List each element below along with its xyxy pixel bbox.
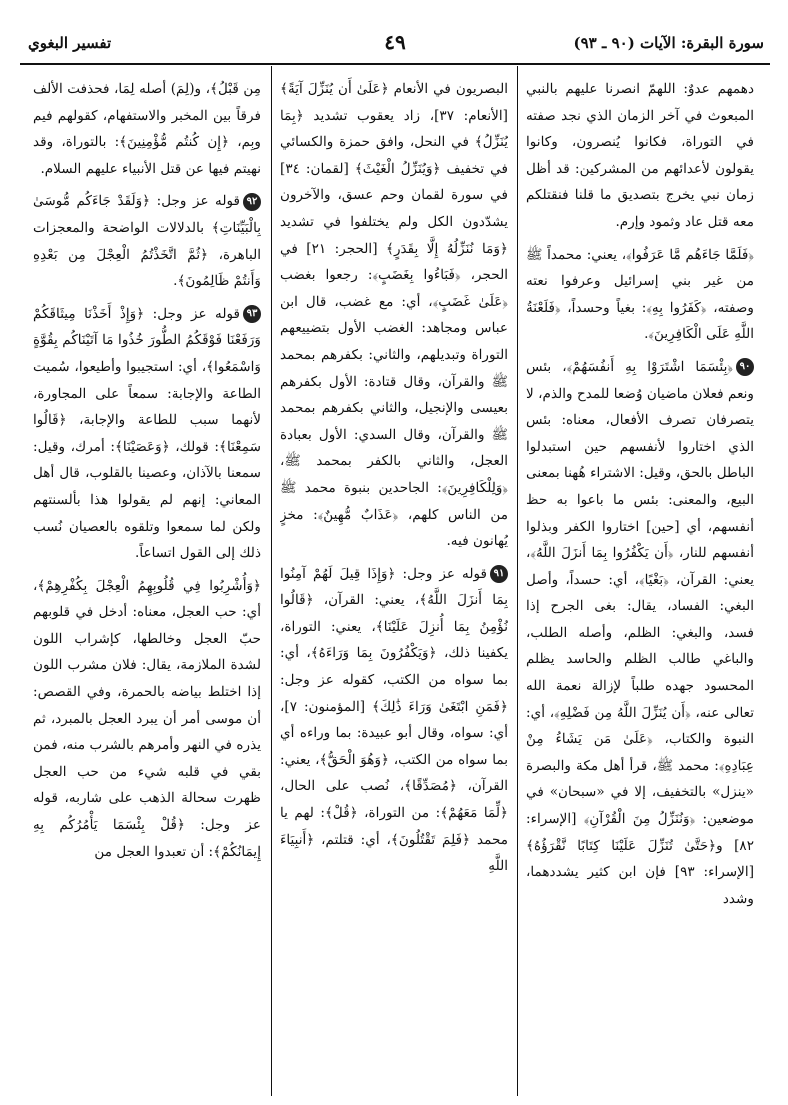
- paragraph-text: دهمهم عدوٌ: اللهمّ انصرنا عليهم بالنبي المبعوث في آخر الزمان الذي نجد صفته في التوراة، فكانوا يُنصرون، وكانوا يقولون لأعدائهم من المشركين: قد أظل زمان نبي يخرج بتصديق ما قلنا فنقتلكم معه قتل عاد وثمود وإرم.: [526, 81, 754, 230]
- paragraph-text: ﴿وَأُشْرِبُوا فِي قُلُوبِهِمُ الْعِجْلَ بِكُفْرِهِمْ﴾، أي: حب العجل، معناه: أدخل في قلوبهم حبّ العجل وخالطها، كإشراب اللون لشدة الملازمة، يقال: فلان مشرب اللون إذا اختلط بياضه بالحمرة، وفي القصص: أن موسى أمر أن يبرد العجل بالمبرد، ثم يذره في النهر وأمرهم بالشرب منه، فمن بقي في قلبه شيء من حب العجل ظهرت سحالة الذهب على شاربه، قوله عز وجل: ﴿قُلْ بِئْسَمَا يَأْمُرُكُم بِهِ إِيمَانُكُمْ﴾: أن تعبدوا العجل من: [33, 577, 261, 860]
- paragraph: [280, 561, 508, 880]
- paragraph: [33, 188, 261, 294]
- text-column-middle: [280, 76, 508, 1094]
- paragraph: [33, 76, 261, 182]
- paragraph-text: قوله عز وجل: ﴿وَإِذْ أَخَذْنَا مِيثَاقَكُمْ وَرَفَعْنَا فَوْقَكُمُ الطُّورَ خُذُوا مَا آتَيْنَاكُم بِقُوَّةٍ وَاسْمَعُوا﴾، أي: استجيبوا وأطيعوا، سُميت الطاعة والإجابة: سمعاً على المجاورة، لأنهما سبب للطاعة والإجابة، ﴿قَالُوا سَمِعْنَا﴾: قولك، ﴿وَعَصَيْنَا﴾: أمرك، وقيل: سمعنا بالآذان، وعصينا بالقلوب، قال أهل المعاني: إنهم لم يقولوا هذا بألسنتهم ولكن لما سمعوا وتلقوه بالعصيان نُسب ذلك إلى القول اتساعاً.: [33, 305, 261, 562]
- paragraph: [526, 76, 754, 236]
- paragraph-text: قوله عز وجل: ﴿وَإِذَا قِيلَ لَهُمْ آمِنُوا بِمَا أَنزَلَ اللَّهُ﴾، يعني: القرآن، ﴿قَالُوا نُؤْمِنُ بِمَا أُنزِلَ عَلَيْنَا﴾، يعني: التوراة، يكفينا ذلك، ﴿وَيَكْفُرُونَ بِمَا وَرَاءَهُ﴾، أي: بما سواه من الكتب، كقوله عز وجل: ﴿فَمَنِ ابْتَغَىٰ وَرَاءَ ذَٰلِكَ﴾ [المؤمنون: ٧]، أي: سواه، وقال أبو عبيدة: بما وراءه أي بما سواه من الكتب، ﴿وَهُوَ الْحَقُّ﴾، يعني: القرآن، ﴿مُصَدِّقًا﴾، نُصب على الحال، ﴿لِّمَا مَعَهُمْ﴾: من التوراة، ﴿قُلْ﴾: لهم يا محمد ﴿فَلِمَ تَقْتُلُونَ﴾، أي: قتلتم، ﴿أَنبِيَاءَ اللَّهِ: [280, 565, 508, 875]
- paragraph: [526, 354, 754, 912]
- surah-title: سورة البقرة: الآيات (٩٠ ـ ٩٣): [573, 34, 764, 52]
- paragraph: [526, 242, 754, 348]
- book-title: تفسير البغوي: [28, 34, 112, 52]
- paragraph-text: مِن قَبْلُ﴾، و(لِمَ) أصله لِمَا، فحذفت الألف فرقاً بين المخبر والاستفهام، كقولهم فيم وبِم، ﴿إِن كُنتُم مُّؤْمِنِينَ﴾: بالتوراة، وقد نهيتم فيها عن قتل الأنبياء عليهم السلام.: [33, 81, 261, 177]
- verse-number-badge: ٩٣: [243, 305, 261, 323]
- page-number: ٤٩: [384, 30, 406, 54]
- paragraph-text: ﴿فَلَمَّا جَاءَهُم مَّا عَرَفُوا﴾، يعني: محمداً ﷺ من غير بني إسرائيل وعرفوا نعته وصفته، ﴿كَفَرُوا بِهِ﴾: بغياً وحسداً، ﴿فَلَعْنَةُ اللَّهِ عَلَى الْكَافِرِينَ﴾.: [526, 246, 754, 343]
- paragraph: [33, 301, 261, 567]
- paragraph-text: ﴿بِئْسَمَا اشْتَرَوْا بِهِ أَنفُسَهُمْ﴾، بئس ونعم فعلان ماضيان وُضعا للمدح والذم، لا يتصرفان تصرف الأفعال، معناه: بئس الذي اختاروا لأنفسهم حين استبدلوا الباطل بالحق، وقيل: الاشتراء هُهنا بمعنى البيع، والمعنى: بئس ما باعوا به حظ أنفسهم، أي [حين] اختاروا الكفر وبذلوا أنفسهم للنار، ﴿أَن يَكْفُرُوا بِمَا أَنزَلَ اللَّهُ﴾، يعني: القرآن، ﴿بَغْيًا﴾، أي: حسداً، وأصل البغي: الفساد، يقال: بغى الجرح إذا فسد، والبغي: الظلم، وأصله الطلب، والباغي طالب الظلم والحاسد يظلم المحسود جهده طلباً لإزالة نعمة الله تعالى عنه، ﴿أَن يُنَزِّلَ اللَّهُ مِن فَضْلِهِ﴾، أي: النبوة والكتاب، ﴿عَلَىٰ مَن يَشَاءُ مِنْ عِبَادِهِ﴾: محمد ﷺ، قرأ أهل مكة والبصرة «ينزل» بالتخفيف، إلا في «سبحان» في موضعين: ﴿وَنُنَزِّلُ مِنَ الْقُرْآنِ﴾ [الإسراء: ٨٢] و﴿حَتَّىٰ تُنَزِّلَ عَلَيْنَا كِتَابًا نَّقْرَؤُهُ﴾ [الإسراء: ٩٣] فإن ابن كثير يشددهما، وشدد: [526, 358, 754, 907]
- verse-number-badge: ٩٢: [243, 193, 261, 211]
- paragraph: [33, 573, 261, 866]
- paragraph-text: البصريون في الأنعام ﴿عَلَىٰ أَن يُنَزِّلَ آيَةً﴾ [الأنعام: ٣٧]، زاد يعقوب تشديد ﴿بِمَا يُنَزِّلُ﴾ في النحل، وافق حمزة والكسائي في تخفيف ﴿وَيُنَزِّلُ الْغَيْثَ﴾ [لقمان: ٣٤] في سورة لقمان وحم عسق، والآخرون يشدّدون الكل ولم يختلفوا في تشديد ﴿وَمَا نُنَزِّلُهُ إِلَّا بِقَدَرٍ﴾ [الحجر: ٢١] في الحجر، ﴿فَبَاءُوا بِغَضَبٍ﴾: رجعوا بغضب ﴿عَلَىٰ غَضَبٍ﴾، أي: مع غضب، قال ابن عباس ومجاهد: الغضب الأول بتضييعهم التوراة وتبديلهم، والثاني: بكفرهم بمحمد ﷺ والقرآن، وقال قتادة: الأول بكفرهم بعيسى والإنجيل، والثاني بكفرهم بمحمد ﷺ والقرآن، وقال السدي: الأول بعبادة العجل، والثاني بالكفر بمحمد ﷺ، ﴿وَلِلْكَافِرِينَ﴾: الجاحدين بنبوة محمد ﷺ من الناس كلهم، ﴿عَذَابٌ مُّهِينٌ﴾: مخزٍ يُهانون فيه.: [280, 81, 508, 550]
- paragraph-text: قوله عز وجل: ﴿وَلَقَدْ جَاءَكُم مُّوسَىٰ بِالْبَيِّنَاتِ﴾ بالدلالات الواضحة والمعجزات الباهرة، ﴿ثُمَّ اتَّخَذْتُمُ الْعِجْلَ مِن بَعْدِهِ وَأَنتُمْ ظَالِمُونَ﴾.: [33, 193, 261, 290]
- paragraph: [280, 76, 508, 555]
- verse-number-badge: ٩١: [490, 565, 508, 583]
- text-column-right: [526, 76, 754, 1094]
- column-divider: [271, 66, 272, 1096]
- page-header: [20, 28, 770, 62]
- header-rule: [20, 63, 770, 65]
- verse-number-badge: ٩٠: [736, 358, 754, 376]
- column-divider: [517, 66, 518, 1096]
- text-column-left: [33, 76, 261, 1094]
